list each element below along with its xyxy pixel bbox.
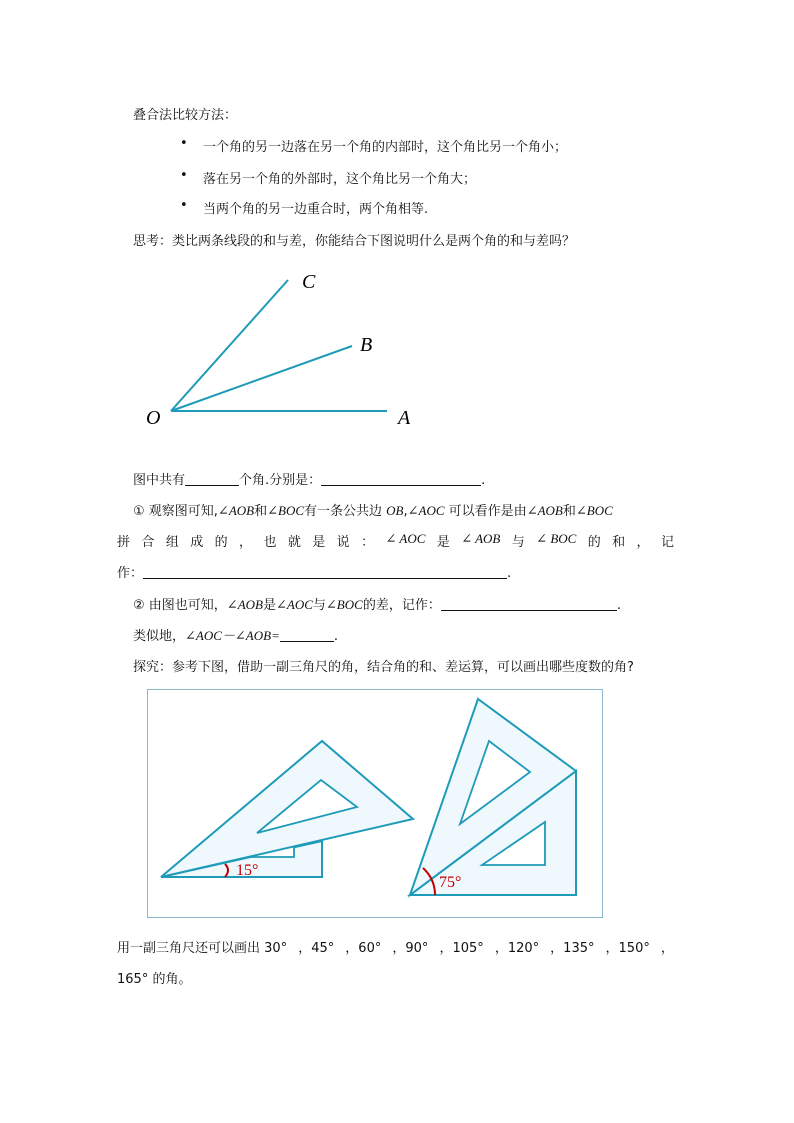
bullet-item-2: 落在另一个角的外部时，这个角比另一个角大； xyxy=(203,172,477,187)
p1-text: 和 xyxy=(254,504,268,519)
bullet-item-3: 当两个角的另一边重合时，两个角相等. xyxy=(203,202,429,217)
triangle-ruler-figure xyxy=(147,689,604,919)
p1-char: ： xyxy=(361,535,375,550)
blank-difference[interactable] xyxy=(441,596,617,611)
explore-question: 探究：参考下图，借助一副三角尺的角，结合角的和、差运算，可以画出哪些度数的角? xyxy=(133,660,634,675)
p1-char: 是 xyxy=(312,535,326,550)
section-title: 叠合法比较方法： xyxy=(133,108,238,123)
paragraph-3 xyxy=(133,625,338,644)
label-a: A xyxy=(398,407,411,429)
angle-value: ，90° xyxy=(392,941,429,956)
angle-value: ，150° xyxy=(605,941,650,956)
p1-char: 拼 xyxy=(117,535,131,550)
bullet-symbol: • xyxy=(180,198,188,213)
p1-char: 和 xyxy=(612,535,626,550)
p1-text: ① 观察图可知, xyxy=(133,504,218,519)
paragraph-1-line-2 xyxy=(117,531,674,550)
p1-text: . xyxy=(507,566,512,581)
count-mid: 个角.分别是： xyxy=(239,473,322,488)
p1-char: 是 xyxy=(436,535,450,550)
p1-text: , xyxy=(403,504,408,519)
angle-value: ， xyxy=(660,941,674,956)
p3-text: . xyxy=(333,629,338,644)
conclusion-line-2: 165° 的角。 xyxy=(117,972,192,987)
angle-aoc: ∠AOC xyxy=(275,597,313,612)
angle-value: ，105° xyxy=(439,941,484,956)
angle-value: ，45° xyxy=(298,941,335,956)
angle-figure xyxy=(130,262,430,437)
p1-char: ， xyxy=(239,535,253,550)
count-end: . xyxy=(481,473,486,488)
p1-char: 说 xyxy=(336,535,350,550)
conclusion-text: 用一副三角尺还可以画出 30° xyxy=(117,941,288,956)
p1-text: 可以看作是由 xyxy=(444,504,527,519)
p1-char: 记 xyxy=(660,535,674,550)
p1-char: 的 xyxy=(214,535,228,550)
angle-boc: ∠BOC xyxy=(267,503,305,518)
p1-char: 也 xyxy=(263,535,277,550)
angle-aob: ∠ AOB xyxy=(461,531,501,546)
paragraph-1 xyxy=(133,500,613,519)
angle-label-75: 75° xyxy=(439,874,462,891)
angle-aob: ∠AOB xyxy=(217,503,255,518)
p3-text: 类似地， xyxy=(133,629,186,644)
angle-boc: ∠BOC xyxy=(575,503,613,518)
p1-char: 就 xyxy=(287,535,301,550)
p1-text: 作： xyxy=(117,566,144,581)
bullet-symbol: • xyxy=(180,136,188,151)
angle-value: ，135° xyxy=(550,941,595,956)
ray-ob xyxy=(171,346,352,411)
ray-oc xyxy=(171,280,288,411)
angle-boc: ∠BOC xyxy=(325,597,363,612)
p1-char: 的 xyxy=(587,535,601,550)
conclusion-line-1 xyxy=(117,937,674,956)
blank-angles[interactable] xyxy=(321,471,481,486)
p1-text: 有一条公共边 xyxy=(304,504,387,519)
p1-char: 合 xyxy=(141,535,155,550)
paragraph-2 xyxy=(133,594,621,613)
angle-aoc: ∠AOC xyxy=(407,503,445,518)
angle-expression: ∠AOC－∠AOB= xyxy=(185,628,280,643)
blank-count[interactable] xyxy=(185,471,239,486)
p2-text: . xyxy=(616,598,621,613)
p1-text: 和 xyxy=(562,504,576,519)
think-question: 思考：类比两条线段的和与差，你能结合下图说明什么是两个角的和与差吗？ xyxy=(133,234,576,249)
p1-char: ， xyxy=(636,535,650,550)
angle-value: ，120° xyxy=(494,941,540,956)
blank-sum[interactable] xyxy=(143,564,507,579)
blank-result[interactable] xyxy=(280,627,334,642)
bullet-item-1: 一个角的另一边落在另一个角的内部时，这个角比另一个角小； xyxy=(203,140,568,155)
p2-text: 与 xyxy=(312,598,326,613)
count-prefix: 图中共有 xyxy=(133,473,186,488)
angle-aoc: ∠ AOC xyxy=(385,531,426,546)
label-c: C xyxy=(302,271,316,293)
edge-ob: OB xyxy=(386,503,404,518)
angle-aob: ∠AOB xyxy=(526,503,563,518)
label-b: B xyxy=(360,334,373,356)
label-o: O xyxy=(146,407,161,429)
paragraph-1-line-3 xyxy=(117,562,511,581)
angle-aob: ∠AOB xyxy=(226,597,263,612)
p2-text: 是 xyxy=(262,598,276,613)
p1-char: 与 xyxy=(511,535,525,550)
p2-text: ② 由图也可知， xyxy=(133,598,227,613)
p1-char: 组 xyxy=(165,535,179,550)
p1-char: 成 xyxy=(190,535,204,550)
count-question xyxy=(133,469,485,488)
angle-boc: ∠ BOC xyxy=(536,531,577,546)
bullet-symbol: • xyxy=(180,168,188,183)
angle-label-15: 15° xyxy=(236,862,259,879)
angle-value: ，60° xyxy=(345,941,382,956)
p2-text: 的差，记作： xyxy=(362,598,441,613)
